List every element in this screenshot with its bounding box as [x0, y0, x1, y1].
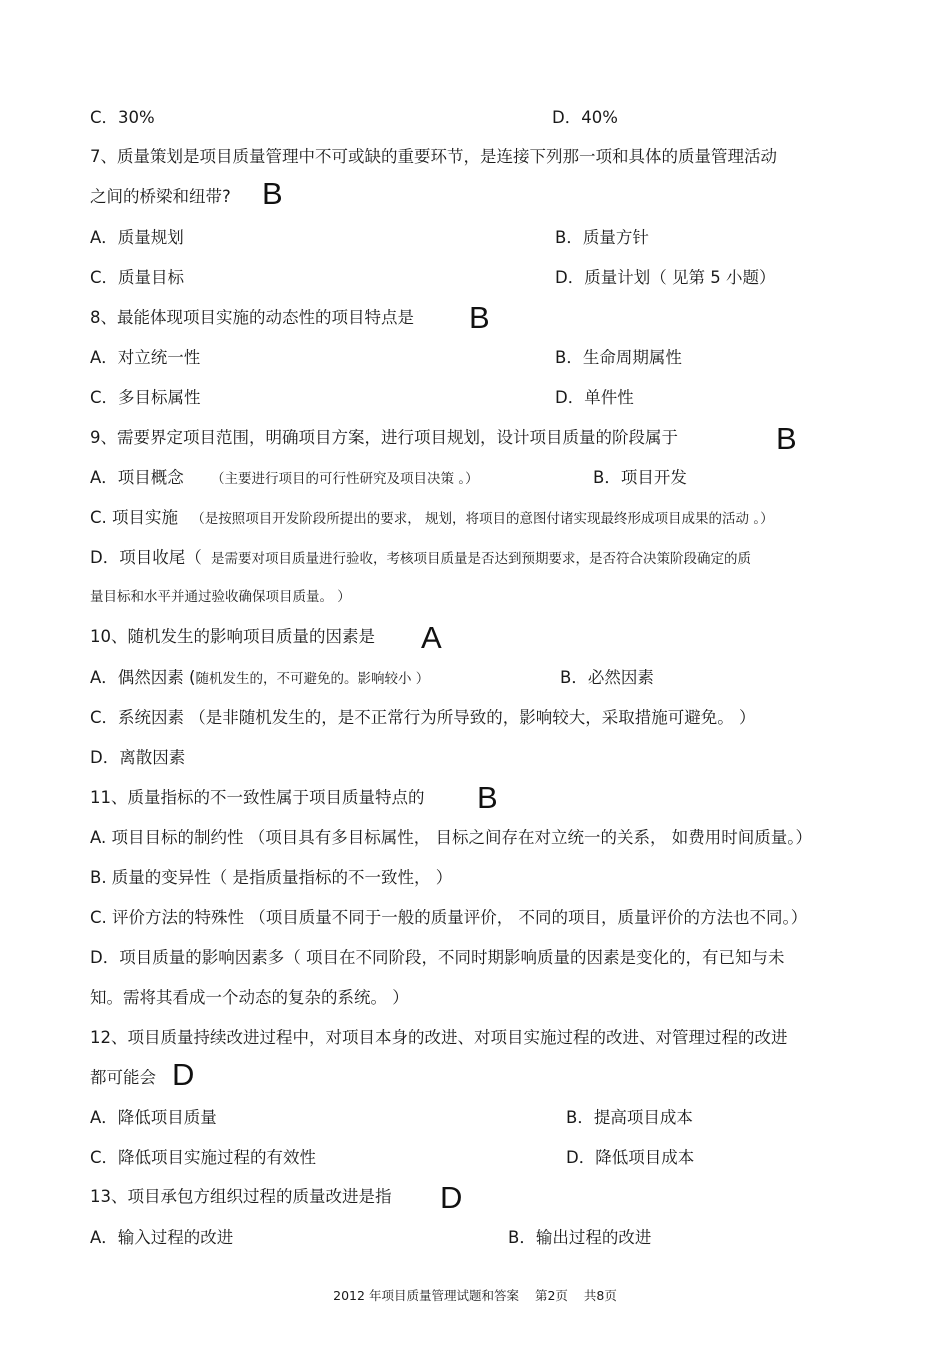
option-c-note: （是按照项目开发阶段所提出的要求， 规划，将项目的意图付诸实现最终形成项目成果的活动 。） [191, 511, 774, 527]
page-footer [0, 1286, 950, 1304]
option-b: B．项目开发 [593, 468, 687, 487]
option-d: D．降低项目成本 [566, 1148, 695, 1167]
question-9-stem: 9、需要界定项目范围，明确项目方案，进行项目规划，设计项目质量的阶段属于 [90, 428, 678, 447]
option-d: D．离散因素 [90, 748, 186, 767]
option-b: B．生命周期属性 [555, 348, 682, 367]
question-7-stem: 7、质量策划是项目质量管理中不可或缺的重要环节，是连接下列那一项和具体的质量管理活动 [90, 147, 777, 166]
option-b: B．输出过程的改进 [508, 1228, 652, 1247]
option-c: C．降低项目实施过程的有效性 [90, 1148, 317, 1167]
question-13-stem: 13、项目承包方组织过程的质量改进是指 [90, 1187, 392, 1206]
option-c-label: C. 项目实施 [90, 508, 179, 527]
answer-mark: B [477, 780, 498, 815]
option-a: A．输入过程的改进 [90, 1228, 234, 1247]
option-c: C．多目标属性 [90, 388, 201, 407]
option-d-note: 是需要对项目质量进行验收，考核项目质量是否达到预期要求，是否符合决策阶段确定的质 [210, 551, 751, 567]
option-d-note-cont: 量目标和水平并通过验收确保项目质量。 ） [90, 589, 351, 605]
option-a [90, 670, 429, 687]
option-b: B．必然因素 [560, 668, 654, 687]
option-d-cont: 知。需将其看成一个动态的复杂的系统。 ） [90, 988, 409, 1007]
option-d-label: D．项目收尾（ [90, 548, 202, 567]
option-a-label: A．项目概念 [90, 468, 184, 487]
answer-mark: D [172, 1057, 195, 1092]
question-7-stem-cont: 之间的桥梁和纽带? [90, 187, 231, 206]
footer-title: 2012 年项目质量管理试题和答案 [333, 1288, 519, 1303]
option-c: C．30% [90, 108, 155, 127]
option-a [90, 470, 479, 487]
question-11-stem: 11、质量指标的不一致性属于项目质量特点的 [90, 788, 425, 807]
option-d: D．40% [552, 108, 618, 127]
option-b: B．质量方针 [555, 228, 649, 247]
option-c: C．系统因素 （是非随机发生的，是不正常行为所导致的，影响较大，采取措施可避免。 ） [90, 708, 756, 727]
answer-mark: A [421, 620, 442, 655]
question-12-stem-cont: 都可能会 [90, 1068, 156, 1087]
option-d: D．质量计划（ 见第 5 小题） [555, 268, 776, 287]
question-12-stem: 12、项目质量持续改进过程中，对项目本身的改进、对项目实施过程的改进、对管理过程的改进 [90, 1028, 788, 1047]
option-a-label: A．偶然因素 ( [90, 668, 196, 687]
question-8-stem: 8、最能体现项目实施的动态性的项目特点是 [90, 308, 414, 327]
option-a: A. 项目目标的制约性 （项目具有多目标属性， 目标之间存在对立统一的关系， 如费用时间质量。） [90, 828, 812, 847]
option-c [90, 510, 774, 527]
option-a: A．对立统一性 [90, 348, 201, 367]
footer-page-number: 第2页 [534, 1288, 568, 1303]
question-10-stem: 10、随机发生的影响项目质量的因素是 [90, 627, 375, 646]
option-b: B．提高项目成本 [566, 1108, 693, 1127]
footer-page-total: 共8页 [583, 1288, 617, 1303]
option-b: B. 质量的变异性（ 是指质量指标的不一致性， ） [90, 868, 453, 887]
option-a: A．降低项目质量 [90, 1108, 217, 1127]
option-d [90, 550, 751, 567]
answer-mark: D [440, 1180, 463, 1215]
answer-mark: B [262, 176, 283, 211]
option-c: C. 评价方法的特殊性 （项目质量不同于一般的质量评价， 不同的项目，质量评价的方法也不同。） [90, 908, 808, 927]
option-c: C．质量目标 [90, 268, 185, 287]
option-d: D．单件性 [555, 388, 634, 407]
option-a: A．质量规划 [90, 228, 184, 247]
option-a-note: 随机发生的，不可避免的。影响较小 ） [195, 671, 430, 687]
answer-mark: B [776, 421, 797, 456]
answer-mark: B [469, 300, 490, 335]
option-d: D．项目质量的影响因素多（ 项目在不同阶段，不同时期影响质量的因素是变化的，有已知与未 [90, 948, 785, 967]
option-a-note: （主要进行项目的可行性研究及项目决策 。） [211, 471, 479, 487]
